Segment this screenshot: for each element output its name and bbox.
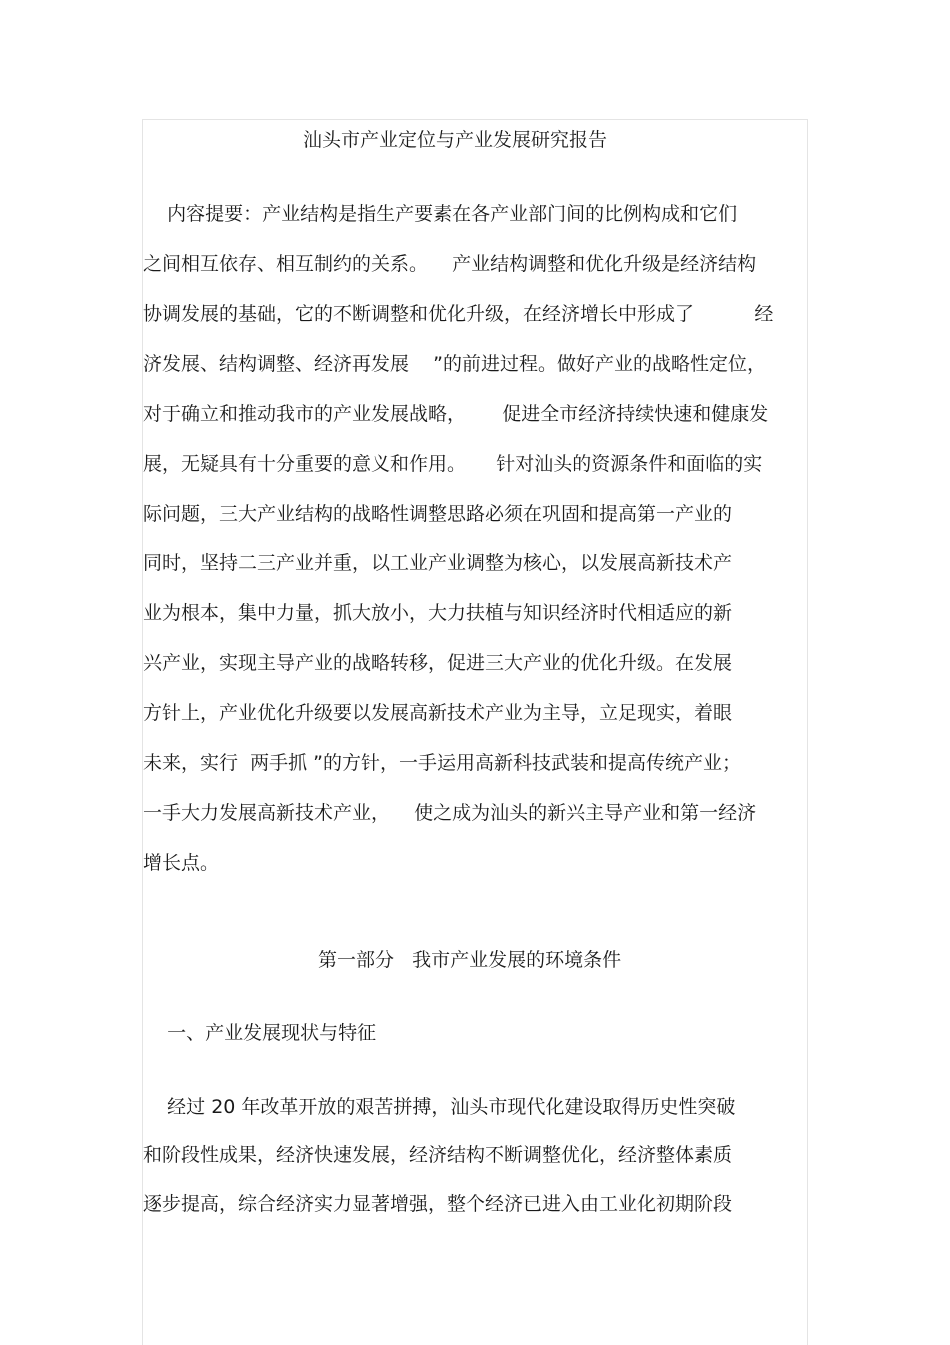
abstract-line: 一手大力发展高新技术产业， 使之成为汕头的新兴主导产业和第一经济 <box>143 802 757 824</box>
abstract-line: 济发展、结构调整、经济再发展 ”的前进过程。做好产业的战略性定位， <box>143 353 767 375</box>
abstract-line: 兴产业，实现主导产业的战略转移，促进三大产业的优化升级。在发展 <box>143 652 733 674</box>
abstract-line: 同时，坚持二三产业并重，以工业产业调整为核心，以发展高新技术产 <box>143 552 733 574</box>
abstract-line: 际问题，三大产业结构的战略性调整思路必须在巩固和提高第一产业的 <box>143 503 733 525</box>
abstract-line: 展，无疑具有十分重要的意义和作用。 针对汕头的资源条件和面临的实 <box>143 453 763 475</box>
abstract-line: 增长点。 <box>143 852 220 874</box>
abstract-line: 之间相互依存、相互制约的关系。 产业结构调整和优化升级是经济结构 <box>143 253 757 275</box>
abstract-line: 业为根本，集中力量，抓大放小，大力扶植与知识经济时代相适应的新 <box>143 602 733 624</box>
body-line: 经过 20 年改革开放的艰苦拼搏，汕头市现代化建设取得历史性突破 <box>143 1096 736 1118</box>
body-line: 逐步提高，综合经济实力显著增强，整个经济已进入由工业化初期阶段 <box>143 1193 733 1215</box>
part-heading: 第一部分 我市产业发展的环境条件 <box>318 949 622 971</box>
section-heading: 一、产业发展现状与特征 <box>143 1022 377 1044</box>
abstract-line: 未来，实行 两手抓 ”的方针，一手运用高新科技武装和提高传统产业； <box>143 752 741 774</box>
abstract-line: 对于确立和推动我市的产业发展战略， 促进全市经济持续快速和健康发 <box>143 403 769 425</box>
abstract-line: 方针上，产业优化升级要以发展高新技术产业为主导，立足现实，着眼 <box>143 702 733 724</box>
document-title: 汕头市产业定位与产业发展研究报告 <box>303 129 608 151</box>
abstract-line: 协调发展的基础，它的不断调整和优化升级，在经济增长中形成了 经 <box>143 303 774 325</box>
body-line: 和阶段性成果，经济快速发展，经济结构不断调整优化，经济整体素质 <box>143 1144 733 1166</box>
abstract-line: 内容提要：产业结构是指生产要素在各产业部门间的比例构成和它们 <box>143 203 738 225</box>
